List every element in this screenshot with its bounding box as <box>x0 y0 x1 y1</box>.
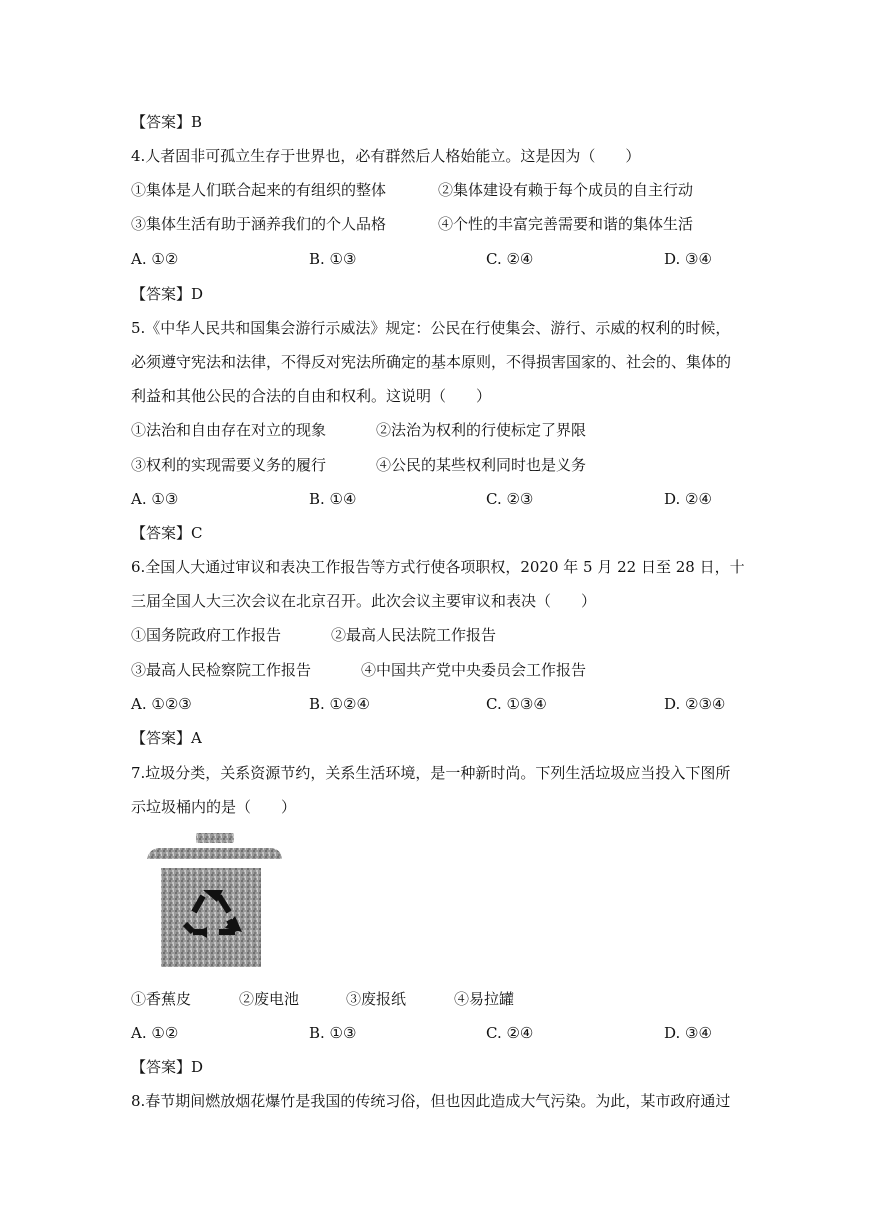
q7-stem-line-1: 7.垃圾分类，关系资源节约，关系生活环境，是一种新时尚。下列生活垃圾应当投入下图所 <box>131 764 731 782</box>
q4-option-a: A. ①② <box>131 250 179 268</box>
q6-stem-line-2: 三届全国人大三次会议在北京召开。此次会议主要审议和表决（ ） <box>131 592 597 610</box>
q7-item-3: ③废报纸 <box>346 990 407 1008</box>
q6-stem-line-1: 6.全国人大通过审议和表决工作报告等方式行使各项职权，2020 年 5 月 22 日至 28 日，十 <box>131 558 745 576</box>
q4-answer: 【答案】D <box>131 285 204 303</box>
recycling-bin-icon <box>145 832 285 972</box>
q6-option-b: B. ①②④ <box>309 695 370 713</box>
q5-item-4: ④公民的某些权利同时也是义务 <box>376 456 587 474</box>
q7-option-a: A. ①② <box>131 1024 179 1042</box>
q5-option-c: C. ②③ <box>486 490 534 508</box>
q5-item-1: ①法治和自由存在对立的现象 <box>131 421 327 439</box>
q6-item-1: ①国务院政府工作报告 <box>131 626 282 644</box>
q6-item-3: ③最高人民检察院工作报告 <box>131 661 312 679</box>
q5-answer: 【答案】C <box>131 524 203 542</box>
q5-stem-line-1: 5.《中华人民共和国集会游行示威法》规定：公民在行使集会、游行、示威的权利的时候， <box>131 319 731 337</box>
q5-option-d: D. ②④ <box>664 490 712 508</box>
q3-answer: 【答案】B <box>131 113 203 131</box>
q7-option-b: B. ①③ <box>309 1024 357 1042</box>
q8-stem-line-1: 8.春节期间燃放烟花爆竹是我国的传统习俗，但也因此造成大气污染。为此，某市政府通过 <box>131 1092 731 1110</box>
q4-item-4: ④个性的丰富完善需要和谐的集体生活 <box>438 215 694 233</box>
q6-answer: 【答案】A <box>131 729 202 747</box>
q4-item-1: ①集体是人们联合起来的有组织的整体 <box>131 181 387 199</box>
q5-option-b: B. ①④ <box>309 490 357 508</box>
q6-item-2: ②最高人民法院工作报告 <box>331 626 497 644</box>
q5-stem-line-3: 利益和其他公民的合法的自由和权利。这说明（ ） <box>131 387 492 405</box>
q5-item-2: ②法治为权利的行使标定了界限 <box>376 421 587 439</box>
q4-item-3: ③集体生活有助于涵养我们的个人品格 <box>131 215 387 233</box>
q4-item-2: ②集体建设有赖于每个成员的自主行动 <box>438 181 694 199</box>
q7-option-c: C. ②④ <box>486 1024 534 1042</box>
q4-option-b: B. ①③ <box>309 250 357 268</box>
q7-answer: 【答案】D <box>131 1058 204 1076</box>
q6-option-a: A. ①②③ <box>131 695 192 713</box>
q7-option-d: D. ③④ <box>664 1024 712 1042</box>
q4-stem: 4.人者固非可孤立生存于世界也，必有群然后人格始能立。这是因为（ ） <box>131 147 641 165</box>
q4-option-d: D. ③④ <box>664 250 712 268</box>
q4-option-c: C. ②④ <box>486 250 534 268</box>
q5-stem-line-2: 必须遵守宪法和法律，不得反对宪法所确定的基本原则，不得损害国家的、社会的、集体的 <box>131 353 732 371</box>
q7-item-2: ②废电池 <box>239 990 300 1008</box>
q6-item-4: ④中国共产党中央委员会工作报告 <box>361 661 587 679</box>
q6-option-c: C. ①③④ <box>486 695 547 713</box>
q6-option-d: D. ②③④ <box>664 695 726 713</box>
q5-item-3: ③权利的实现需要义务的履行 <box>131 456 327 474</box>
q7-item-1: ①香蕉皮 <box>131 990 192 1008</box>
q7-item-4: ④易拉罐 <box>454 990 515 1008</box>
q5-option-a: A. ①③ <box>131 490 179 508</box>
q7-stem-line-2: 示垃圾桶内的是（ ） <box>131 798 297 816</box>
